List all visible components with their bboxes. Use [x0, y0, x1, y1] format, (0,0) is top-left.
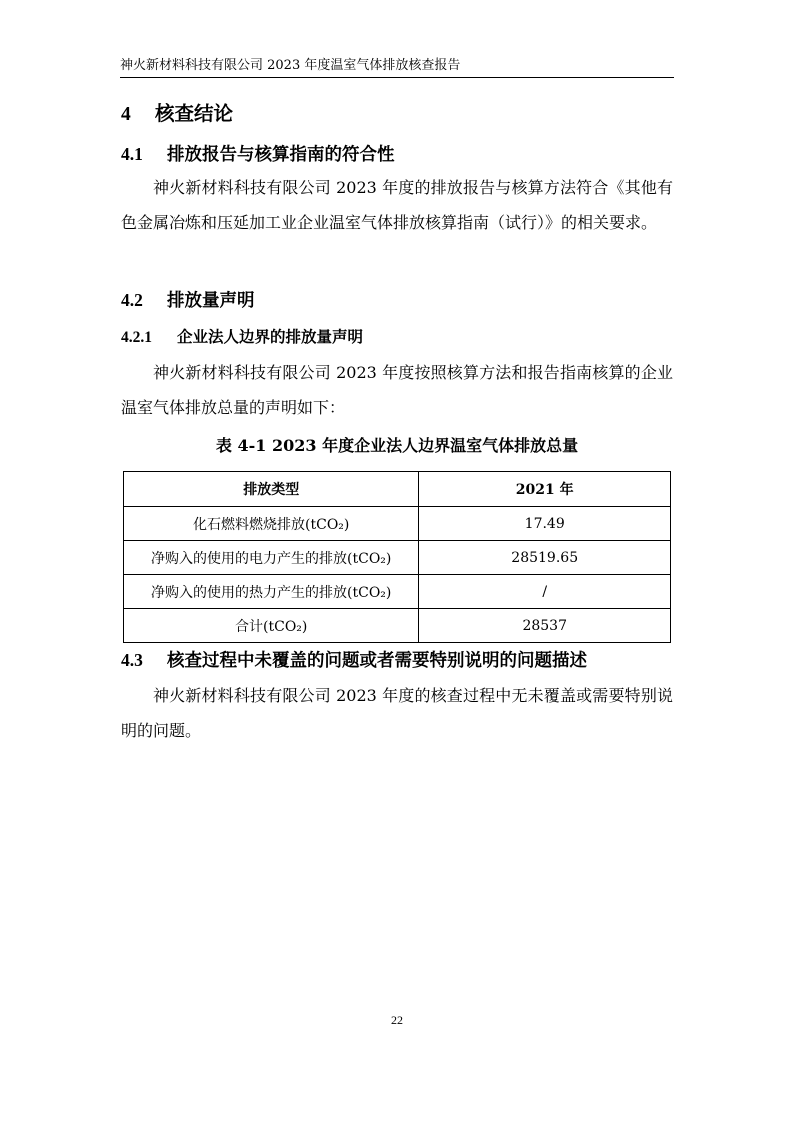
section-title: 企业法人边界的排放量声明: [177, 327, 364, 346]
row-value: /: [419, 575, 671, 609]
table-row: [124, 507, 671, 541]
section-4-3-heading: [121, 647, 587, 672]
table-caption: 表 4-1 2023 年度企业法人边界温室气体排放总量: [215, 436, 579, 455]
section-title: 核查结论: [155, 102, 234, 125]
section-title: 排放量声明: [167, 291, 255, 311]
row-value: 17.49: [419, 507, 671, 541]
table-row: [124, 575, 671, 609]
row-type: 合计(tCO₂): [124, 609, 419, 643]
table-row: [124, 541, 671, 575]
section-title: 排放报告与核算指南的符合性: [167, 145, 395, 165]
row-type: 化石燃料燃烧排放(tCO₂): [124, 507, 419, 541]
section-4-1-heading: [121, 141, 395, 166]
section-number: 4: [121, 104, 131, 125]
page-header: 神火新材料科技有限公司 2023 年度温室气体排放核查报告: [120, 55, 674, 78]
row-type: 净购入的使用的电力产生的排放(tCO₂): [124, 541, 419, 575]
section-4-1-paragraph: 神火新材料科技有限公司 2023 年度的排放报告与核算方法符合《其他有色金属冶炼和压延加工业企业温室气体排放核算指南（试行）》的相关要求。: [121, 178, 673, 232]
emissions-table: [123, 471, 671, 643]
section-4-2-heading: [121, 287, 255, 312]
section-4-3-paragraph: 神火新材料科技有限公司 2023 年度的核查过程中无未覆盖或需要特别说明的问题。: [121, 686, 673, 740]
table-header-row: [124, 472, 671, 507]
column-header-year: 2021 年: [419, 472, 671, 507]
section-4-2-1-paragraph: 神火新材料科技有限公司 2023 年度按照核算方法和报告指南核算的企业温室气体排放总量的声明如下：: [121, 363, 673, 417]
section-4-heading: [121, 98, 233, 126]
section-number: 4.3: [121, 650, 143, 670]
section-4-2-1-heading: [121, 325, 363, 347]
section-number: 4.2.1: [121, 329, 152, 346]
page-number: 22: [391, 1013, 403, 1027]
row-value: 28537: [419, 609, 671, 643]
section-title: 核查过程中未覆盖的问题或者需要特别说明的问题描述: [167, 651, 587, 671]
table-row: [124, 609, 671, 643]
row-type: 净购入的使用的热力产生的排放(tCO₂): [124, 575, 419, 609]
section-number: 4.2: [121, 290, 143, 310]
column-header-type: 排放类型: [124, 472, 419, 507]
row-value: 28519.65: [419, 541, 671, 575]
section-number: 4.1: [121, 144, 143, 164]
